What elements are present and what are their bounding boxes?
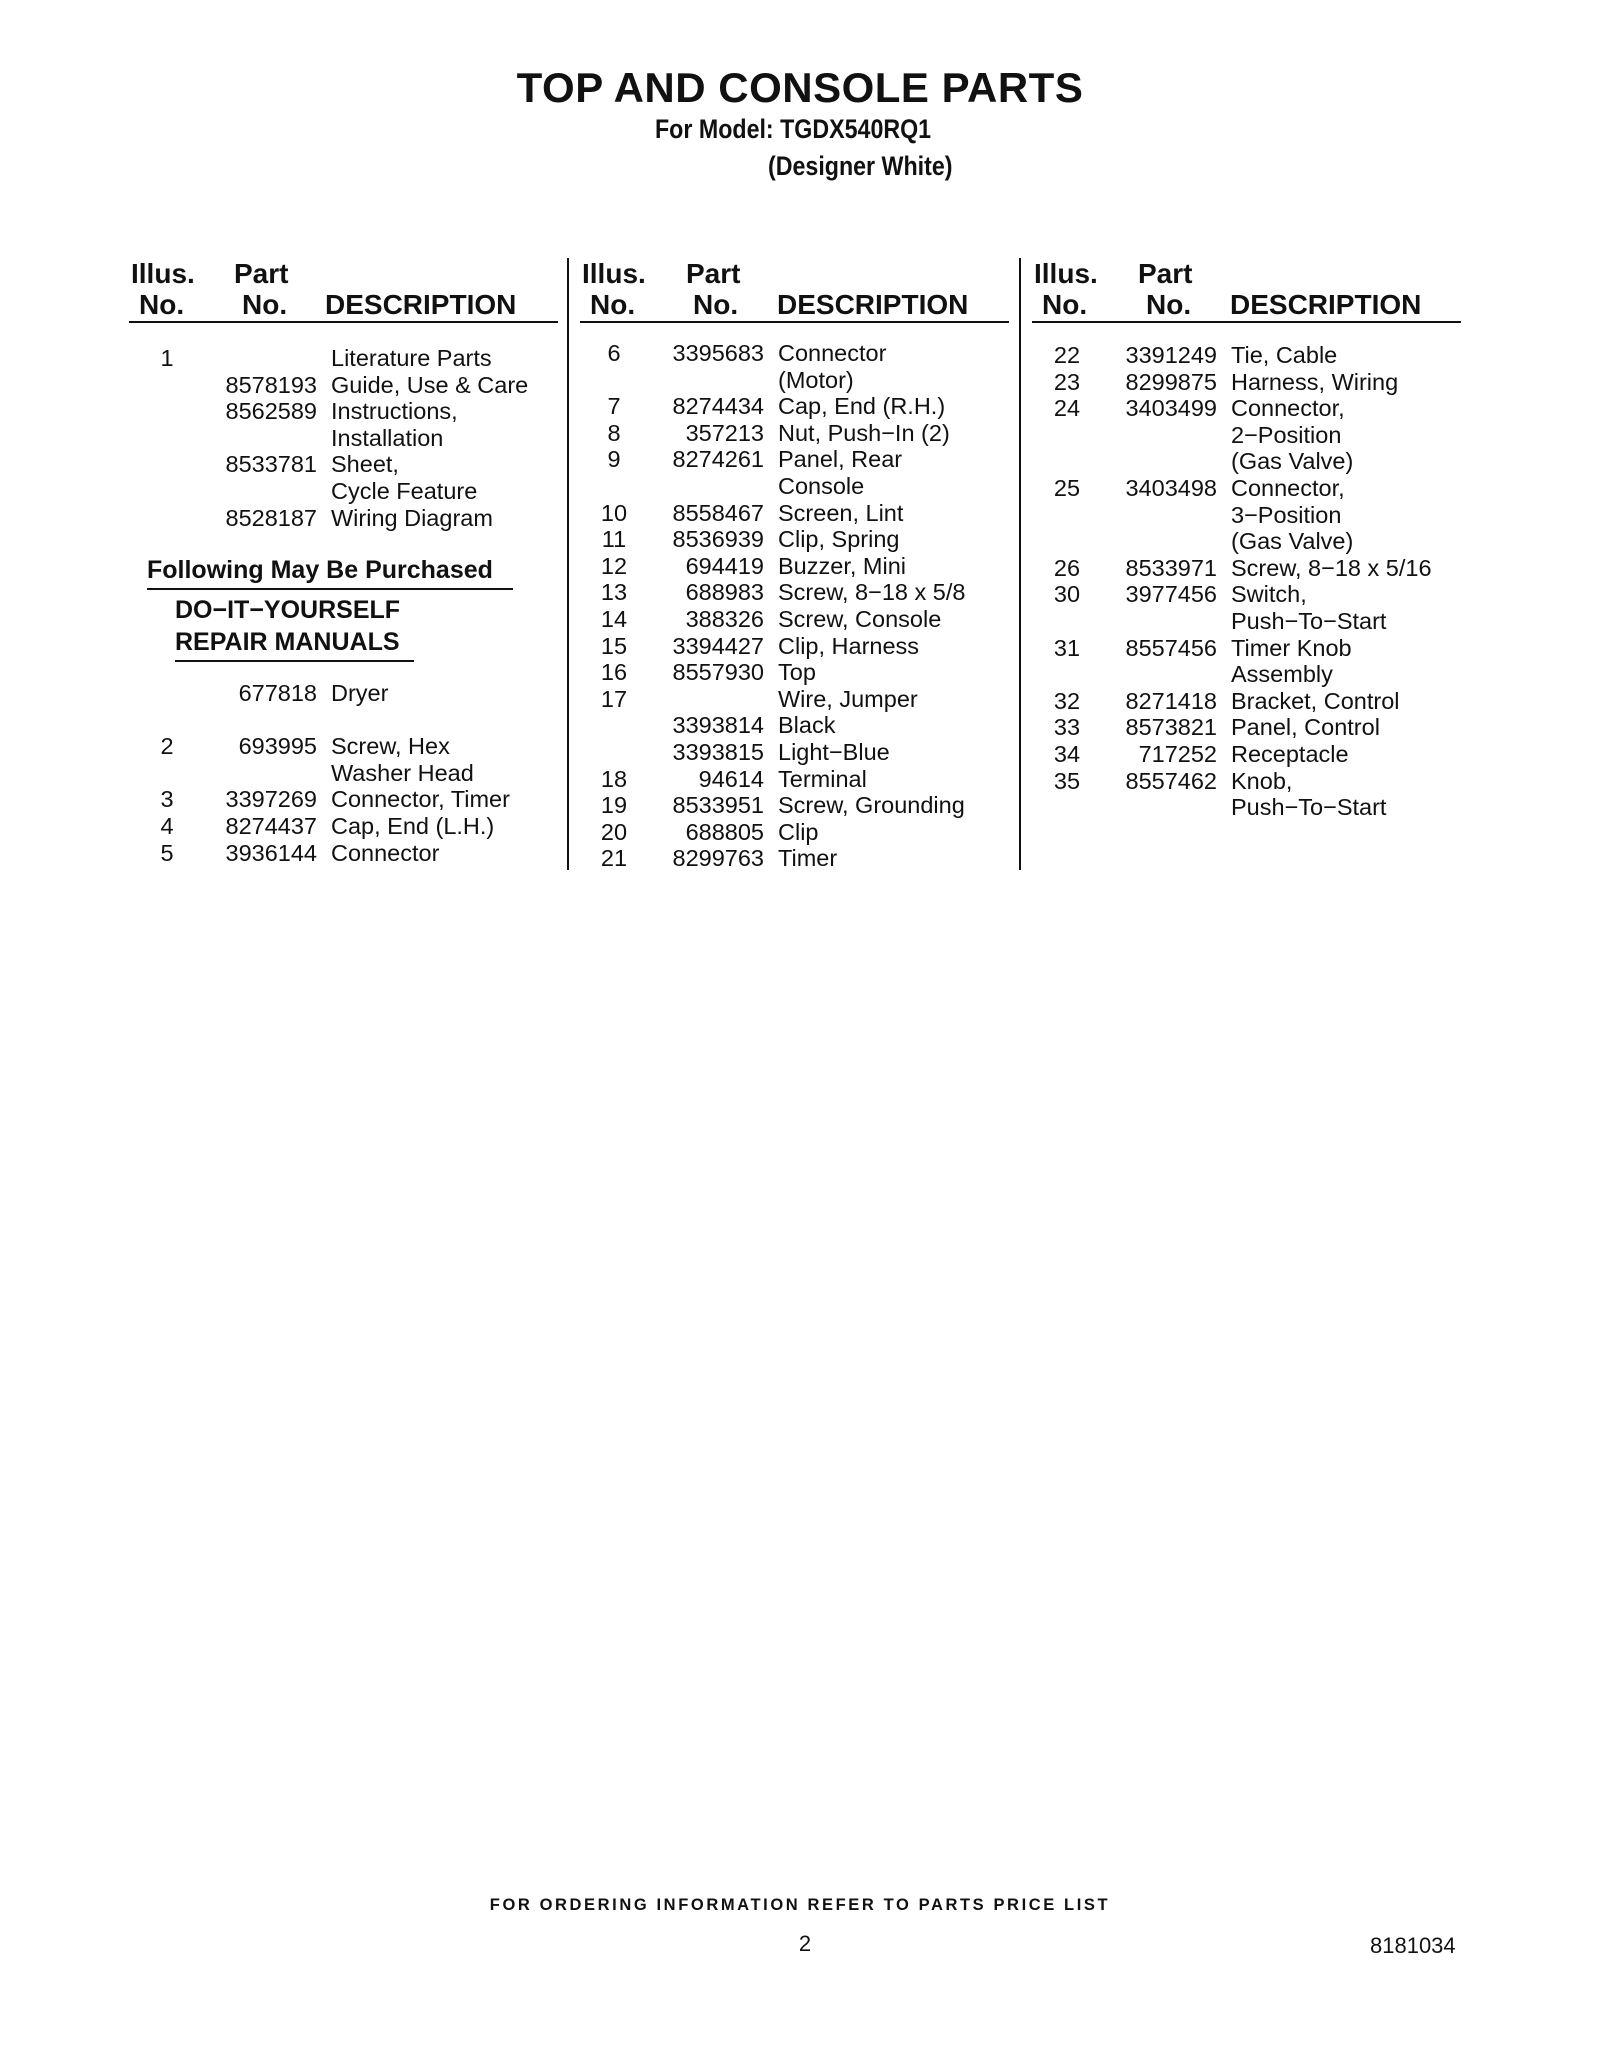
header-part-no: No.: [1146, 289, 1192, 320]
illus-number: 34: [1053, 740, 1081, 767]
part-description: Connector: [331, 839, 440, 866]
part-description: (Motor): [778, 366, 854, 393]
illus-number: 22: [1053, 342, 1081, 368]
illus-number: 4: [160, 812, 174, 839]
part-number: 8558467: [672, 499, 764, 526]
header-illus-no: No.: [139, 289, 185, 320]
part-number: 677818: [238, 680, 317, 706]
illus-number: 32: [1053, 687, 1081, 714]
part-number: 8274434: [672, 393, 764, 420]
part-description: Assembly: [1231, 661, 1333, 688]
illus-number: 7: [607, 393, 621, 420]
illus-number: 24: [1053, 395, 1081, 422]
part-description: Instructions,: [331, 398, 458, 425]
part-description: Terminal: [778, 765, 867, 792]
part-description: Nut, Push−In (2): [778, 419, 950, 446]
illus-number: 13: [600, 579, 628, 606]
header-part-no: No.: [242, 289, 288, 320]
part-description: Dryer: [331, 680, 389, 706]
illus-number: 33: [1053, 714, 1081, 741]
part-number: 3393814: [672, 712, 764, 739]
part-number: 3977456: [1125, 581, 1217, 608]
part-number: 8299875: [1125, 368, 1217, 395]
illus-number: 35: [1053, 767, 1081, 794]
part-number: 3394427: [672, 632, 764, 659]
header-illus: Illus.: [1034, 258, 1098, 289]
part-number: 694419: [685, 552, 764, 579]
part-number: 3393815: [672, 738, 764, 765]
part-number: 693995: [238, 733, 317, 760]
header-rule: [129, 321, 558, 323]
header-illus: Illus.: [582, 258, 646, 289]
part-number: 8573821: [1125, 714, 1217, 741]
part-number: 688983: [685, 579, 764, 606]
part-description: Console: [778, 472, 865, 499]
ordering-note: FOR ORDERING INFORMATION REFER TO PARTS PRICE LIST: [489, 1896, 1111, 1914]
purchase-heading-underline: [147, 588, 513, 590]
manuals-heading-line2: REPAIR MANUALS: [175, 628, 400, 656]
part-description: Clip, Spring: [778, 526, 900, 553]
part-description: Connector,: [1231, 474, 1345, 501]
part-description: Screw, 8−18 x 5/16: [1231, 554, 1432, 581]
illus-number: 14: [600, 605, 628, 632]
header-part: Part: [1138, 258, 1193, 289]
part-number: 94614: [698, 765, 764, 792]
part-description: Cap, End (R.H.): [778, 393, 946, 420]
model-number: For Model: TGDX540RQ1: [655, 114, 932, 144]
page-title: TOP AND CONSOLE PARTS: [516, 64, 1084, 111]
part-number: 8533971: [1125, 554, 1217, 581]
header-description: DESCRIPTION: [777, 289, 969, 320]
part-number: 8299763: [672, 845, 764, 872]
part-description: Connector,: [1231, 395, 1345, 422]
part-description: (Gas Valve): [1231, 448, 1354, 475]
part-description: Buzzer, Mini: [778, 552, 906, 579]
part-description: Top: [778, 659, 816, 686]
header-rule: [580, 321, 1009, 323]
illus-number: 26: [1053, 554, 1081, 581]
header-part: Part: [234, 258, 289, 289]
manuals-heading-line1: DO−IT−YOURSELF: [175, 596, 401, 624]
purchase-heading: Following May Be Purchased: [147, 556, 493, 584]
part-description: Guide, Use & Care: [331, 371, 529, 398]
part-description: Timer Knob: [1231, 634, 1352, 661]
part-description: Black: [778, 712, 836, 739]
part-number: 388326: [685, 605, 764, 632]
illus-number: 12: [600, 552, 628, 579]
part-description: Wire, Jumper: [778, 685, 918, 712]
part-description: Wiring Diagram: [331, 504, 493, 531]
part-description: Harness, Wiring: [1231, 368, 1399, 395]
part-description: Washer Head: [331, 759, 474, 786]
part-number: 8562589: [225, 398, 317, 425]
header-part: Part: [686, 258, 741, 289]
illus-number: 2: [160, 733, 174, 760]
part-description: Timer: [778, 845, 838, 872]
header-description: DESCRIPTION: [325, 289, 517, 320]
part-number: 688805: [685, 818, 764, 845]
part-description: Connector: [778, 340, 887, 366]
model-color: (Designer White): [768, 151, 953, 181]
page-number: 2: [798, 1931, 812, 1956]
part-description: Push−To−Start: [1231, 794, 1387, 821]
part-description: Screw, Hex: [331, 733, 450, 760]
part-description: Cap, End (L.H.): [331, 812, 495, 839]
column-divider: [1019, 258, 1021, 870]
illus-number: 19: [600, 792, 628, 819]
part-description: Clip: [778, 818, 819, 845]
illus-number: 8: [607, 419, 621, 446]
part-number: 8271418: [1125, 687, 1217, 714]
illus-number: 11: [601, 526, 627, 553]
part-description: Connector, Timer: [331, 786, 510, 813]
part-number: 8578193: [225, 371, 317, 398]
illus-number: 10: [600, 499, 628, 526]
part-description: Literature Parts: [331, 345, 492, 371]
part-description: Panel, Rear: [778, 446, 903, 473]
header-illus-no: No.: [590, 289, 636, 320]
column-divider: [567, 258, 569, 870]
part-number: 8557930: [672, 659, 764, 686]
part-number: 3403499: [1125, 395, 1217, 422]
illus-number: 16: [600, 659, 628, 686]
illus-number: 20: [600, 818, 628, 845]
illus-number: 23: [1053, 368, 1081, 395]
part-description: Switch,: [1231, 581, 1307, 608]
illus-number: 6: [607, 340, 621, 366]
header-description: DESCRIPTION: [1230, 289, 1422, 320]
part-number: 8533951: [672, 792, 764, 819]
part-number: 717252: [1138, 740, 1217, 767]
part-number: 8533781: [225, 451, 317, 478]
part-description: Push−To−Start: [1231, 607, 1387, 634]
part-number: 8557456: [1125, 634, 1217, 661]
illus-number: 18: [600, 765, 628, 792]
illus-number: 30: [1053, 581, 1081, 608]
part-number: 3403498: [1125, 474, 1217, 501]
part-number: 8528187: [225, 504, 317, 531]
part-number: 8274437: [225, 812, 317, 839]
part-number: 3395683: [672, 340, 764, 366]
part-description: Screw, Console: [778, 605, 942, 632]
part-description: Receptacle: [1231, 740, 1349, 767]
illus-number: 9: [607, 446, 621, 473]
illus-number: 31: [1053, 634, 1081, 661]
illus-number: 5: [160, 839, 174, 866]
header-rule: [1032, 321, 1461, 323]
part-description: Light−Blue: [778, 738, 890, 765]
manuals-heading-underline: [175, 660, 414, 662]
part-description: Tie, Cable: [1231, 342, 1338, 368]
part-description: 2−Position: [1231, 421, 1342, 448]
illus-number: 15: [600, 632, 628, 659]
illus-number: 17: [600, 685, 628, 712]
part-description: Bracket, Control: [1231, 687, 1400, 714]
part-description: (Gas Valve): [1231, 528, 1354, 555]
part-number: 3936144: [225, 839, 317, 866]
part-description: Screw, Grounding: [778, 792, 965, 819]
part-description: Sheet,: [331, 451, 399, 478]
part-description: Installation: [331, 424, 444, 451]
illus-number: 1: [160, 345, 174, 371]
illus-number: 3: [160, 786, 174, 813]
part-number: 8536939: [672, 526, 764, 553]
part-number: 357213: [685, 419, 764, 446]
part-description: Cycle Feature: [331, 477, 478, 504]
part-description: 3−Position: [1231, 501, 1342, 528]
illus-number: 25: [1053, 474, 1081, 501]
part-description: Knob,: [1231, 767, 1293, 794]
part-description: Clip, Harness: [778, 632, 920, 659]
header-illus: Illus.: [131, 258, 195, 289]
part-description: Screw, 8−18 x 5/8: [778, 579, 966, 606]
part-number: 8274261: [672, 446, 764, 473]
part-description: Screen, Lint: [778, 499, 904, 526]
header-illus-no: No.: [1042, 289, 1088, 320]
header-part-no: No.: [693, 289, 739, 320]
illus-number: 21: [600, 845, 628, 872]
part-number: 3397269: [225, 786, 317, 813]
part-number: 8557462: [1125, 767, 1217, 794]
part-number: 3391249: [1125, 342, 1217, 368]
document-number: 8181034: [1370, 1933, 1456, 1958]
part-description: Panel, Control: [1231, 714, 1380, 741]
